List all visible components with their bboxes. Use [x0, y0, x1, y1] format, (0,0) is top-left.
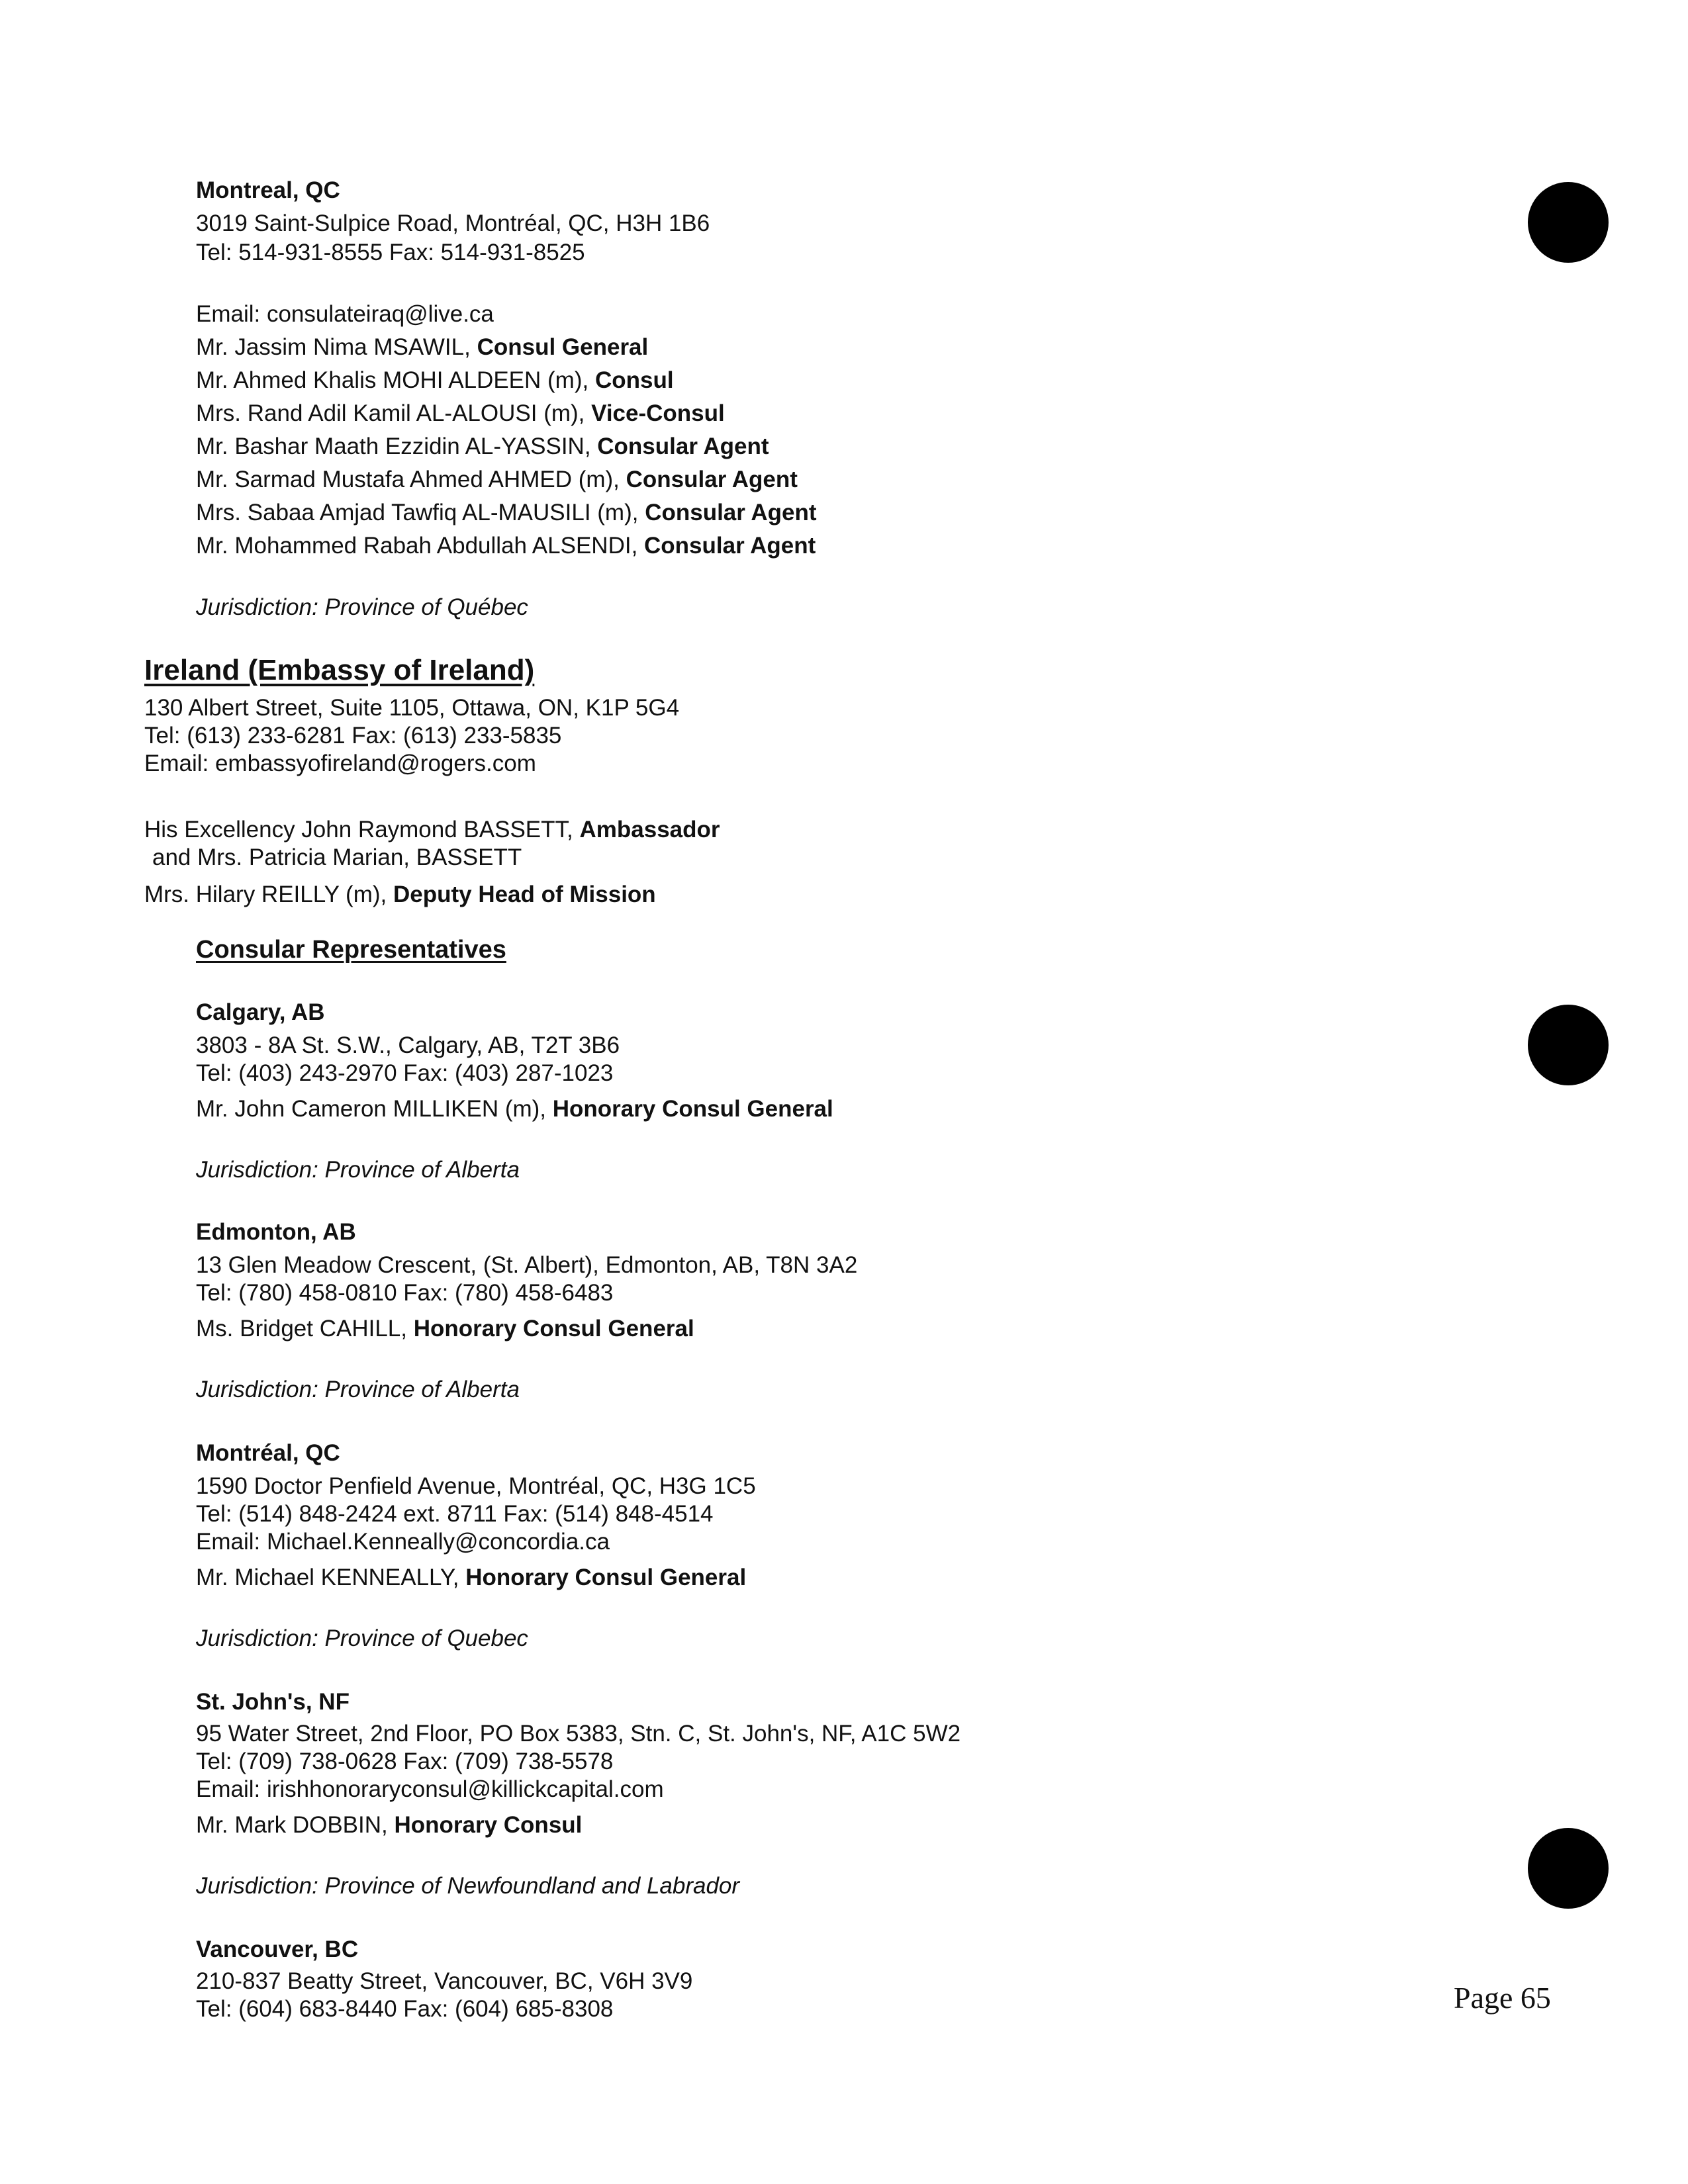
- representative: [196, 1812, 582, 1839]
- staff-name: Mr. Mohammed Rabah Abdullah ALSENDI,: [196, 533, 645, 559]
- staff-title: Consular Agent: [644, 533, 816, 559]
- tel-fax: Tel: (604) 683-8440 Fax: (604) 685-8308: [196, 1996, 614, 2022]
- staff-entry: [196, 367, 674, 394]
- jurisdiction: Jurisdiction: Province of Alberta: [196, 1377, 520, 1402]
- rep-name: Mr. Michael KENNEALLY,: [196, 1565, 466, 1590]
- address: 95 Water Street, 2nd Floor, PO Box 5383, Stn. C, St. John's, NF, A1C 5W2: [196, 1721, 961, 1747]
- deputy-title: Deputy Head of Mission: [393, 882, 656, 907]
- staff-name: Mr. Bashar Maath Ezzidin AL-YASSIN,: [196, 433, 598, 459]
- binder-hole-middle: [1528, 1005, 1609, 1085]
- staff-name: Mr. Ahmed Khalis MOHI ALDEEN (m),: [196, 367, 595, 393]
- staff-name: Mr. Sarmad Mustafa Ahmed AHMED (m),: [196, 467, 626, 492]
- page-number: Page 65: [1454, 1981, 1551, 2015]
- staff-name: Mrs. Sabaa Amjad Tawfiq AL-MAUSILI (m),: [196, 500, 645, 525]
- rep-title: Honorary Consul General: [465, 1565, 747, 1590]
- tel-fax: Tel: 514-931-8555 Fax: 514-931-8525: [196, 240, 585, 265]
- address: 130 Albert Street, Suite 1105, Ottawa, ON, K1P 5G4: [144, 695, 680, 721]
- rep-title: Honorary Consul General: [413, 1316, 694, 1342]
- city-heading: Montreal, QC: [196, 177, 340, 203]
- staff-entry: [196, 400, 725, 427]
- jurisdiction: Jurisdiction: Province of Newfoundland and Labrador: [196, 1873, 740, 1899]
- city-heading: Montréal, QC: [196, 1440, 340, 1466]
- rep-name: Mr. Mark DOBBIN,: [196, 1812, 395, 1838]
- email: Email: irishhonoraryconsul@killickcapital.com: [196, 1776, 664, 1802]
- staff-title: Consular Agent: [626, 467, 798, 492]
- representative: [196, 1096, 833, 1122]
- jurisdiction: Jurisdiction: Province of Québec: [196, 594, 528, 620]
- staff-title: Consul: [594, 367, 674, 393]
- city-heading: Edmonton, AB: [196, 1219, 356, 1245]
- consular-heading: Consular Representatives: [196, 936, 506, 964]
- city-heading: Calgary, AB: [196, 999, 325, 1025]
- binder-hole-top: [1528, 182, 1609, 263]
- deputy-name: Mrs. Hilary REILLY (m),: [144, 882, 393, 907]
- staff-entry: [196, 500, 816, 526]
- rep-name: Mr. John Cameron MILLIKEN (m),: [196, 1096, 553, 1122]
- staff-title: Consul General: [477, 334, 649, 360]
- jurisdiction: Jurisdiction: Province of Quebec: [196, 1625, 528, 1651]
- ambassador-entry: [144, 817, 720, 843]
- address: 3803 - 8A St. S.W., Calgary, AB, T2T 3B6: [196, 1032, 620, 1058]
- tel-fax: Tel: (514) 848-2424 ext. 8711 Fax: (514) 848-4514: [196, 1501, 714, 1527]
- jurisdiction: Jurisdiction: Province of Alberta: [196, 1157, 520, 1183]
- email: Email: Michael.Kenneally@concordia.ca: [196, 1529, 610, 1555]
- rep-name: Ms. Bridget CAHILL,: [196, 1316, 414, 1342]
- address: 13 Glen Meadow Crescent, (St. Albert), Edmonton, AB, T8N 3A2: [196, 1252, 858, 1278]
- email: Email: embassyofireland@rogers.com: [144, 751, 536, 776]
- address: 3019 Saint-Sulpice Road, Montréal, QC, H3H 1B6: [196, 210, 710, 236]
- binder-hole-bottom: [1528, 1828, 1609, 1909]
- representative: [196, 1316, 694, 1342]
- tel-fax: Tel: (613) 233-6281 Fax: (613) 233-5835: [144, 723, 562, 749]
- staff-entry: [196, 433, 769, 460]
- staff-entry: [196, 533, 816, 559]
- address: 210-837 Beatty Street, Vancouver, BC, V6H 3V9: [196, 1968, 693, 1994]
- representative: [196, 1565, 746, 1591]
- ambassador-title: Ambassador: [579, 817, 720, 842]
- email: Email: consulateiraq@live.ca: [196, 301, 494, 327]
- staff-entry: [196, 467, 798, 493]
- staff-name: Mr. Jassim Nima MSAWIL,: [196, 334, 477, 360]
- staff-title: Consular Agent: [597, 433, 769, 459]
- tel-fax: Tel: (709) 738-0628 Fax: (709) 738-5578: [196, 1749, 614, 1774]
- staff-title: Consular Agent: [645, 500, 817, 525]
- ambassador-name: His Excellency John Raymond BASSETT,: [144, 817, 580, 842]
- rep-title: Honorary Consul General: [552, 1096, 833, 1122]
- city-heading: Vancouver, BC: [196, 1936, 359, 1962]
- city-heading: St. John's, NF: [196, 1689, 350, 1715]
- staff-title: Vice-Consul: [591, 400, 725, 426]
- address: 1590 Doctor Penfield Avenue, Montréal, QC, H3G 1C5: [196, 1473, 756, 1499]
- tel-fax: Tel: (403) 243-2970 Fax: (403) 287-1023: [196, 1060, 614, 1086]
- tel-fax: Tel: (780) 458-0810 Fax: (780) 458-6483: [196, 1280, 614, 1306]
- staff-name: Mrs. Rand Adil Kamil AL-ALOUSI (m),: [196, 400, 592, 426]
- country-heading: Ireland (Embassy of Ireland): [144, 654, 535, 686]
- deputy-entry: [144, 882, 656, 908]
- rep-title: Honorary Consul: [394, 1812, 583, 1838]
- spouse-entry: and Mrs. Patricia Marian, BASSETT: [152, 844, 522, 870]
- staff-entry: [196, 334, 648, 361]
